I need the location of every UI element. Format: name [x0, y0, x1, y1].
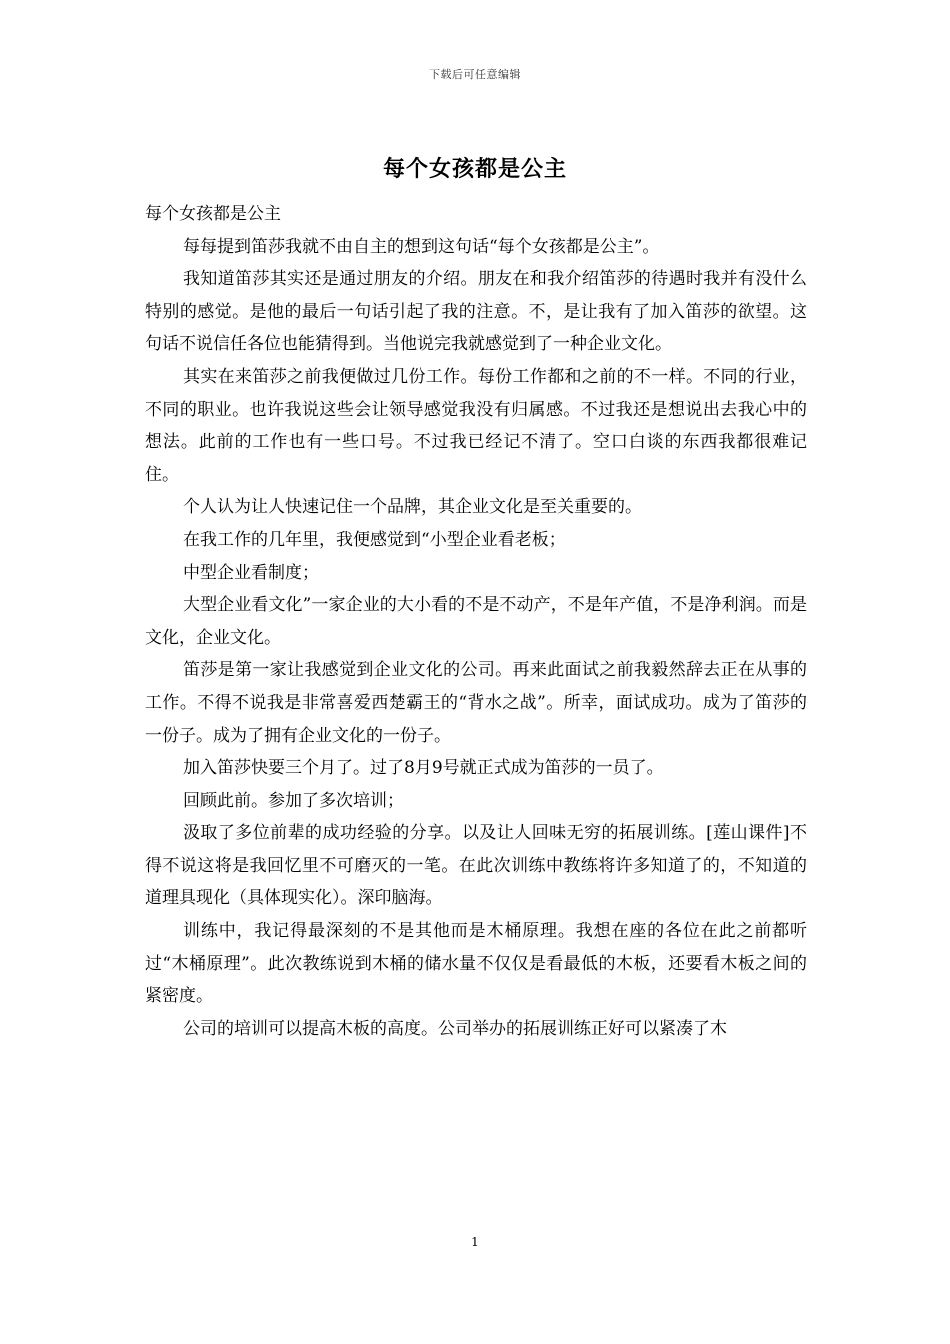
paragraph: 大型企业看文化”一家企业的大小看的不是不动产，不是年产值，不是净利润。而是文化，企业文化。 [145, 595, 807, 648]
header-note: 下载后可任意编辑 [429, 68, 521, 81]
page-number: 1 [471, 1235, 479, 1249]
paragraph: 回顾此前。参加了多次培训； [183, 790, 404, 811]
paragraph: 个人认为让人快速记住一个品牌，其企业文化是至关重要的。 [183, 497, 642, 518]
paragraph: 公司的培训可以提高木板的高度。公司举办的拓展训练正好可以紧凑了木 [183, 1018, 727, 1039]
document-title: 每个女孩都是公主 [382, 156, 567, 182]
paragraph: 其实在来笛莎之前我便做过几份工作。每份工作都和之前的不一样。不同的行业，不同的职业。也许我说这些会让领导感觉我没有归属感。不过我还是想说出去我心中的想法。此前的工作也有一些口号。不过我已经记不清了。空口白谈的东西我都很难记住。 [145, 366, 807, 485]
paragraph: 中型企业看制度； [183, 562, 319, 583]
paragraph: 每个女孩都是公主 [145, 204, 281, 224]
paragraph: 笛莎是第一家让我感觉到企业文化的公司。再来此面试之前我毅然辞去正在从事的工作。不得不说我是非常喜爱西楚霸王的“背水之战”。所幸，面试成功。成为了笛莎的一份子。成为了拥有企业文化的一份子。 [145, 660, 807, 746]
paragraph: 汲取了多位前辈的成功经验的分享。以及让人回味无穷的拓展训练。[莲山课件]不得不说这将是我回忆里不可磨灭的一笔。在此次训练中教练将许多知道了的，不知道的道理具现化（具体现实化）。深印脑海。 [145, 823, 807, 909]
paragraph: 加入笛莎快要三个月了。过了8月9号就正式成为笛莎的一员了。 [183, 758, 664, 779]
paragraph: 我知道笛莎其实还是通过朋友的介绍。朋友在和我介绍笛莎的待遇时我并有没什么特别的感觉。是他的最后一句话引起了我的注意。不，是让我有了加入笛莎的欲望。这句话不说信任各位也能猜得到。当他说完我就感觉到了一种企业文化。 [145, 269, 807, 355]
paragraph: 在我工作的几年里，我便感觉到“小型企业看老板； [183, 529, 566, 550]
paragraph: 每每提到笛莎我就不由自主的想到这句话“每个女孩都是公主”。 [183, 236, 660, 257]
paragraph: 训练中，我记得最深刻的不是其他而是木桶原理。我想在座的各位在此之前都听过“木桶原理”。此次教练说到木桶的储水量不仅仅是看最低的木板，还要看木板之间的紧密度。 [145, 921, 807, 1007]
document-body [145, 198, 807, 1045]
